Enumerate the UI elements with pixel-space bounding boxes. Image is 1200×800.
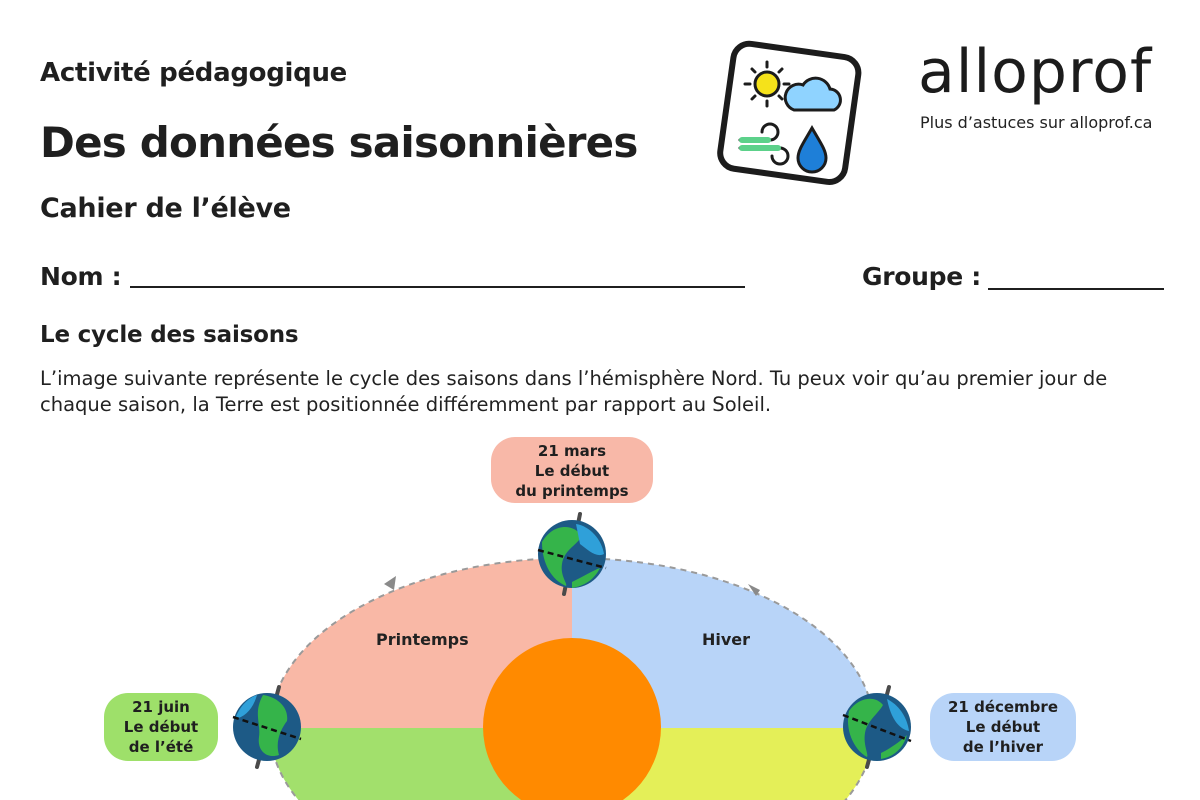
callout-june xyxy=(104,693,218,761)
callout-june-line2: de l’été xyxy=(128,738,194,756)
page-title: Des données saisonnières xyxy=(40,118,638,167)
orbit-arrow-left xyxy=(384,576,396,590)
season-label-spring: Printemps xyxy=(376,630,469,649)
group-label: Groupe : xyxy=(862,262,981,291)
callout-december-line2: de l’hiver xyxy=(962,738,1044,756)
callout-june-line1: Le début xyxy=(123,718,199,736)
callout-march-line2: du printemps xyxy=(515,482,629,500)
callout-march-date: 21 mars xyxy=(537,442,607,460)
page-subtitle: Cahier de l’élève xyxy=(40,193,291,224)
callout-march xyxy=(491,437,653,503)
callout-december-line1: Le début xyxy=(965,718,1041,736)
section-intro: L’image suivante représente le cycle des saisons dans l’hémisphère Nord. Tu peux voir qu’au premier jour de chaque saison, la Terre est positionnée différemment par rapport au Soleil. xyxy=(40,367,1108,416)
activity-kicker: Activité pédagogique xyxy=(40,58,348,88)
callout-march-line1: Le début xyxy=(534,462,610,480)
season-label-winter: Hiver xyxy=(702,630,751,649)
callout-december-date: 21 décembre xyxy=(947,698,1058,716)
alloprof-logo[interactable]: alloprof xyxy=(918,37,1153,107)
name-label: Nom : xyxy=(40,262,122,291)
section-heading: Le cycle des saisons xyxy=(40,322,299,348)
callout-december xyxy=(930,693,1076,761)
brand-tagline: Plus d’astuces sur alloprof.ca xyxy=(920,113,1153,132)
callout-june-date: 21 juin xyxy=(132,698,190,716)
